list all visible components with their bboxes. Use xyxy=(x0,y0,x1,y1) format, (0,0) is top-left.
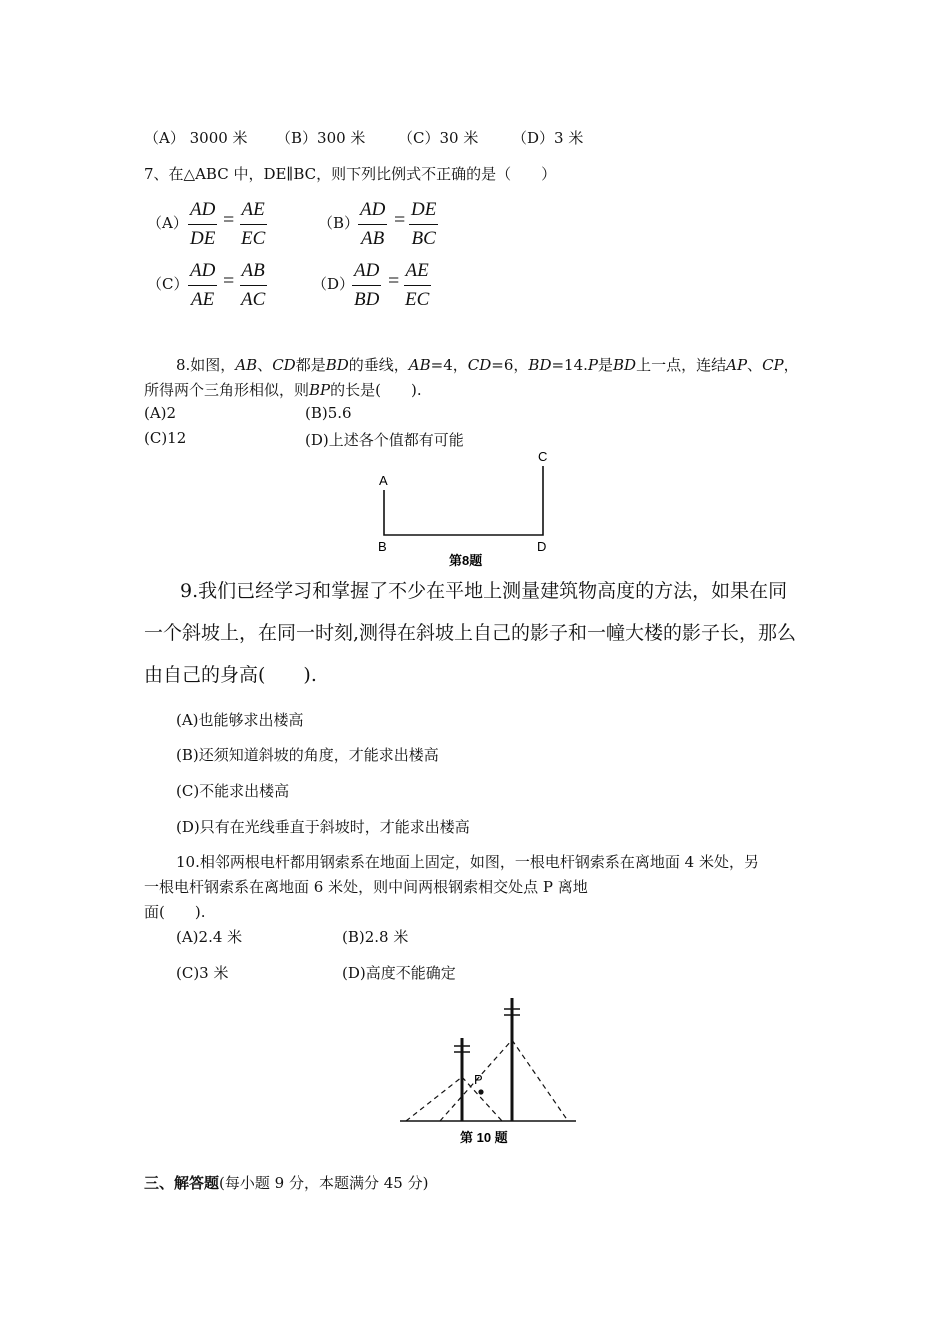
q8-option-a: (A)2 xyxy=(144,404,177,422)
q9-option-b: (B)还须知道斜坡的角度，才能求出楼高 xyxy=(176,746,439,764)
text: =14. xyxy=(551,356,588,374)
figure-lines xyxy=(384,466,543,535)
q8-stem-line-1 xyxy=(176,354,799,375)
q10-stem-line-1: 10.相邻两根电杆都用钢索系在地面上固定，如图，一根电杆钢索系在离地面 4 米处，另 xyxy=(176,853,759,871)
q8-figure xyxy=(370,446,560,568)
intersection-point xyxy=(478,1089,483,1094)
figure-caption: 第 10 题 xyxy=(460,1130,508,1145)
text: 都是 xyxy=(295,356,326,374)
math-var: AB xyxy=(235,356,258,374)
q7-option-c-label: （C） xyxy=(147,275,189,293)
q7-option-c-right-fraction xyxy=(239,259,267,312)
q6-option-d: （D）3 米 xyxy=(512,129,584,147)
numerator: AD xyxy=(352,259,381,286)
text: =6， xyxy=(491,356,529,374)
q7-stem: 7、在△ABC 中，DE∥BC，则下列比例式不正确的是（ ） xyxy=(144,165,557,183)
q10-figure xyxy=(398,996,580,1148)
q7-option-a-right-fraction xyxy=(239,198,267,251)
q10-stem-line-2: 一根电杆钢索系在离地面 6 米处，则中间两根钢索相交处点 P 离地 xyxy=(144,878,588,896)
q7-option-a-left-fraction xyxy=(188,198,217,251)
q10-option-b: (B)2.8 米 xyxy=(342,928,409,946)
denominator: BD xyxy=(354,289,380,310)
q9-stem-line-1: 9.我们已经学习和掌握了不少在平地上测量建筑物高度的方法，如果在同 xyxy=(180,580,788,602)
text: 所得两个三角形相似，则 xyxy=(144,381,310,399)
q8-stem-line-2 xyxy=(144,379,422,400)
cable xyxy=(406,1077,462,1121)
math-var: BD xyxy=(325,356,349,374)
q7-option-d-left-fraction xyxy=(352,259,381,312)
denominator: AC xyxy=(241,289,266,310)
q10-option-d: (D)高度不能确定 xyxy=(342,964,456,982)
q9-option-a: (A)也能够求出楼高 xyxy=(176,711,304,729)
q7-option-c-left-fraction xyxy=(188,259,217,312)
q7-option-b-label: （B） xyxy=(318,214,360,232)
q8-option-b: (B)5.6 xyxy=(305,404,352,422)
denominator: DE xyxy=(190,228,216,249)
math-var: CD xyxy=(272,356,296,374)
math-var: P xyxy=(587,356,599,374)
text: 、 xyxy=(747,356,763,374)
numerator: AD xyxy=(358,198,387,225)
q7-option-a-label: （A） xyxy=(147,214,188,232)
q7-option-d-right-fraction xyxy=(403,259,431,312)
q9-stem-line-3: 由自己的身高( ). xyxy=(144,664,317,686)
q8-option-d: (D)上述各个值都有可能 xyxy=(305,431,464,449)
q7-option-b-left-fraction xyxy=(358,198,387,251)
equals-sign: = xyxy=(394,209,406,231)
text: 、 xyxy=(257,356,273,374)
point-label-c: C xyxy=(538,449,548,464)
math-var: BP xyxy=(309,381,331,399)
text: =4， xyxy=(430,356,468,374)
numerator: AD xyxy=(188,198,217,225)
math-var: AP xyxy=(726,356,748,374)
math-var: BD xyxy=(528,356,552,374)
q10-stem-line-3: 面( ). xyxy=(144,903,206,921)
q10-option-a: (A)2.4 米 xyxy=(176,928,243,946)
point-label-d: D xyxy=(537,539,547,554)
text: ， xyxy=(783,356,799,374)
q8-option-c: (C)12 xyxy=(144,429,187,447)
math-var: BD xyxy=(613,356,637,374)
q9-stem-line-2: 一个斜坡上，在同一时刻,测得在斜坡上自己的影子和一幢大楼的影子长，那么 xyxy=(144,622,797,644)
denominator: EC xyxy=(241,228,266,249)
numerator: AE xyxy=(404,259,431,286)
point-label-p: P xyxy=(474,1072,483,1087)
equals-sign: = xyxy=(388,270,400,292)
denominator: AB xyxy=(361,228,385,249)
q7-option-b-right-fraction xyxy=(409,198,438,251)
denominator: BC xyxy=(411,228,436,249)
q9-option-c: (C)不能求出楼高 xyxy=(176,782,290,800)
cable xyxy=(512,1040,568,1121)
text: 8.如图， xyxy=(176,356,236,374)
math-var: CD xyxy=(467,356,492,374)
q9-option-d: (D)只有在光线垂直于斜坡时，才能求出楼高 xyxy=(176,818,470,836)
numerator: AB xyxy=(240,259,267,286)
section-heading xyxy=(144,1172,428,1193)
q6-option-a: （A） 3000 米 xyxy=(144,129,248,147)
figure-caption: 第8题 xyxy=(449,553,483,568)
denominator: EC xyxy=(405,289,430,310)
math-var: AB xyxy=(408,356,431,374)
math-var: CP xyxy=(762,356,784,374)
text: 上一点，连结 xyxy=(636,356,727,374)
text: 的长是( ). xyxy=(330,381,422,399)
text: 是 xyxy=(598,356,614,374)
numerator: DE xyxy=(409,198,438,225)
q6-option-b: （B）300 米 xyxy=(276,129,366,147)
text: 的垂线， xyxy=(348,356,409,374)
point-label-b: B xyxy=(378,539,387,554)
numerator: AE xyxy=(240,198,267,225)
section-note: (每小题 9 分，本题满分 45 分) xyxy=(219,1174,429,1192)
section-title: 三、解答题 xyxy=(144,1174,220,1192)
point-label-a: A xyxy=(379,473,388,488)
equals-sign: = xyxy=(223,270,235,292)
equals-sign: = xyxy=(223,209,235,231)
numerator: AD xyxy=(188,259,217,286)
q10-option-c: (C)3 米 xyxy=(176,964,229,982)
denominator: AE xyxy=(191,289,215,310)
q6-option-c: （C）30 米 xyxy=(398,129,479,147)
q7-option-d-label: （D） xyxy=(312,275,355,293)
